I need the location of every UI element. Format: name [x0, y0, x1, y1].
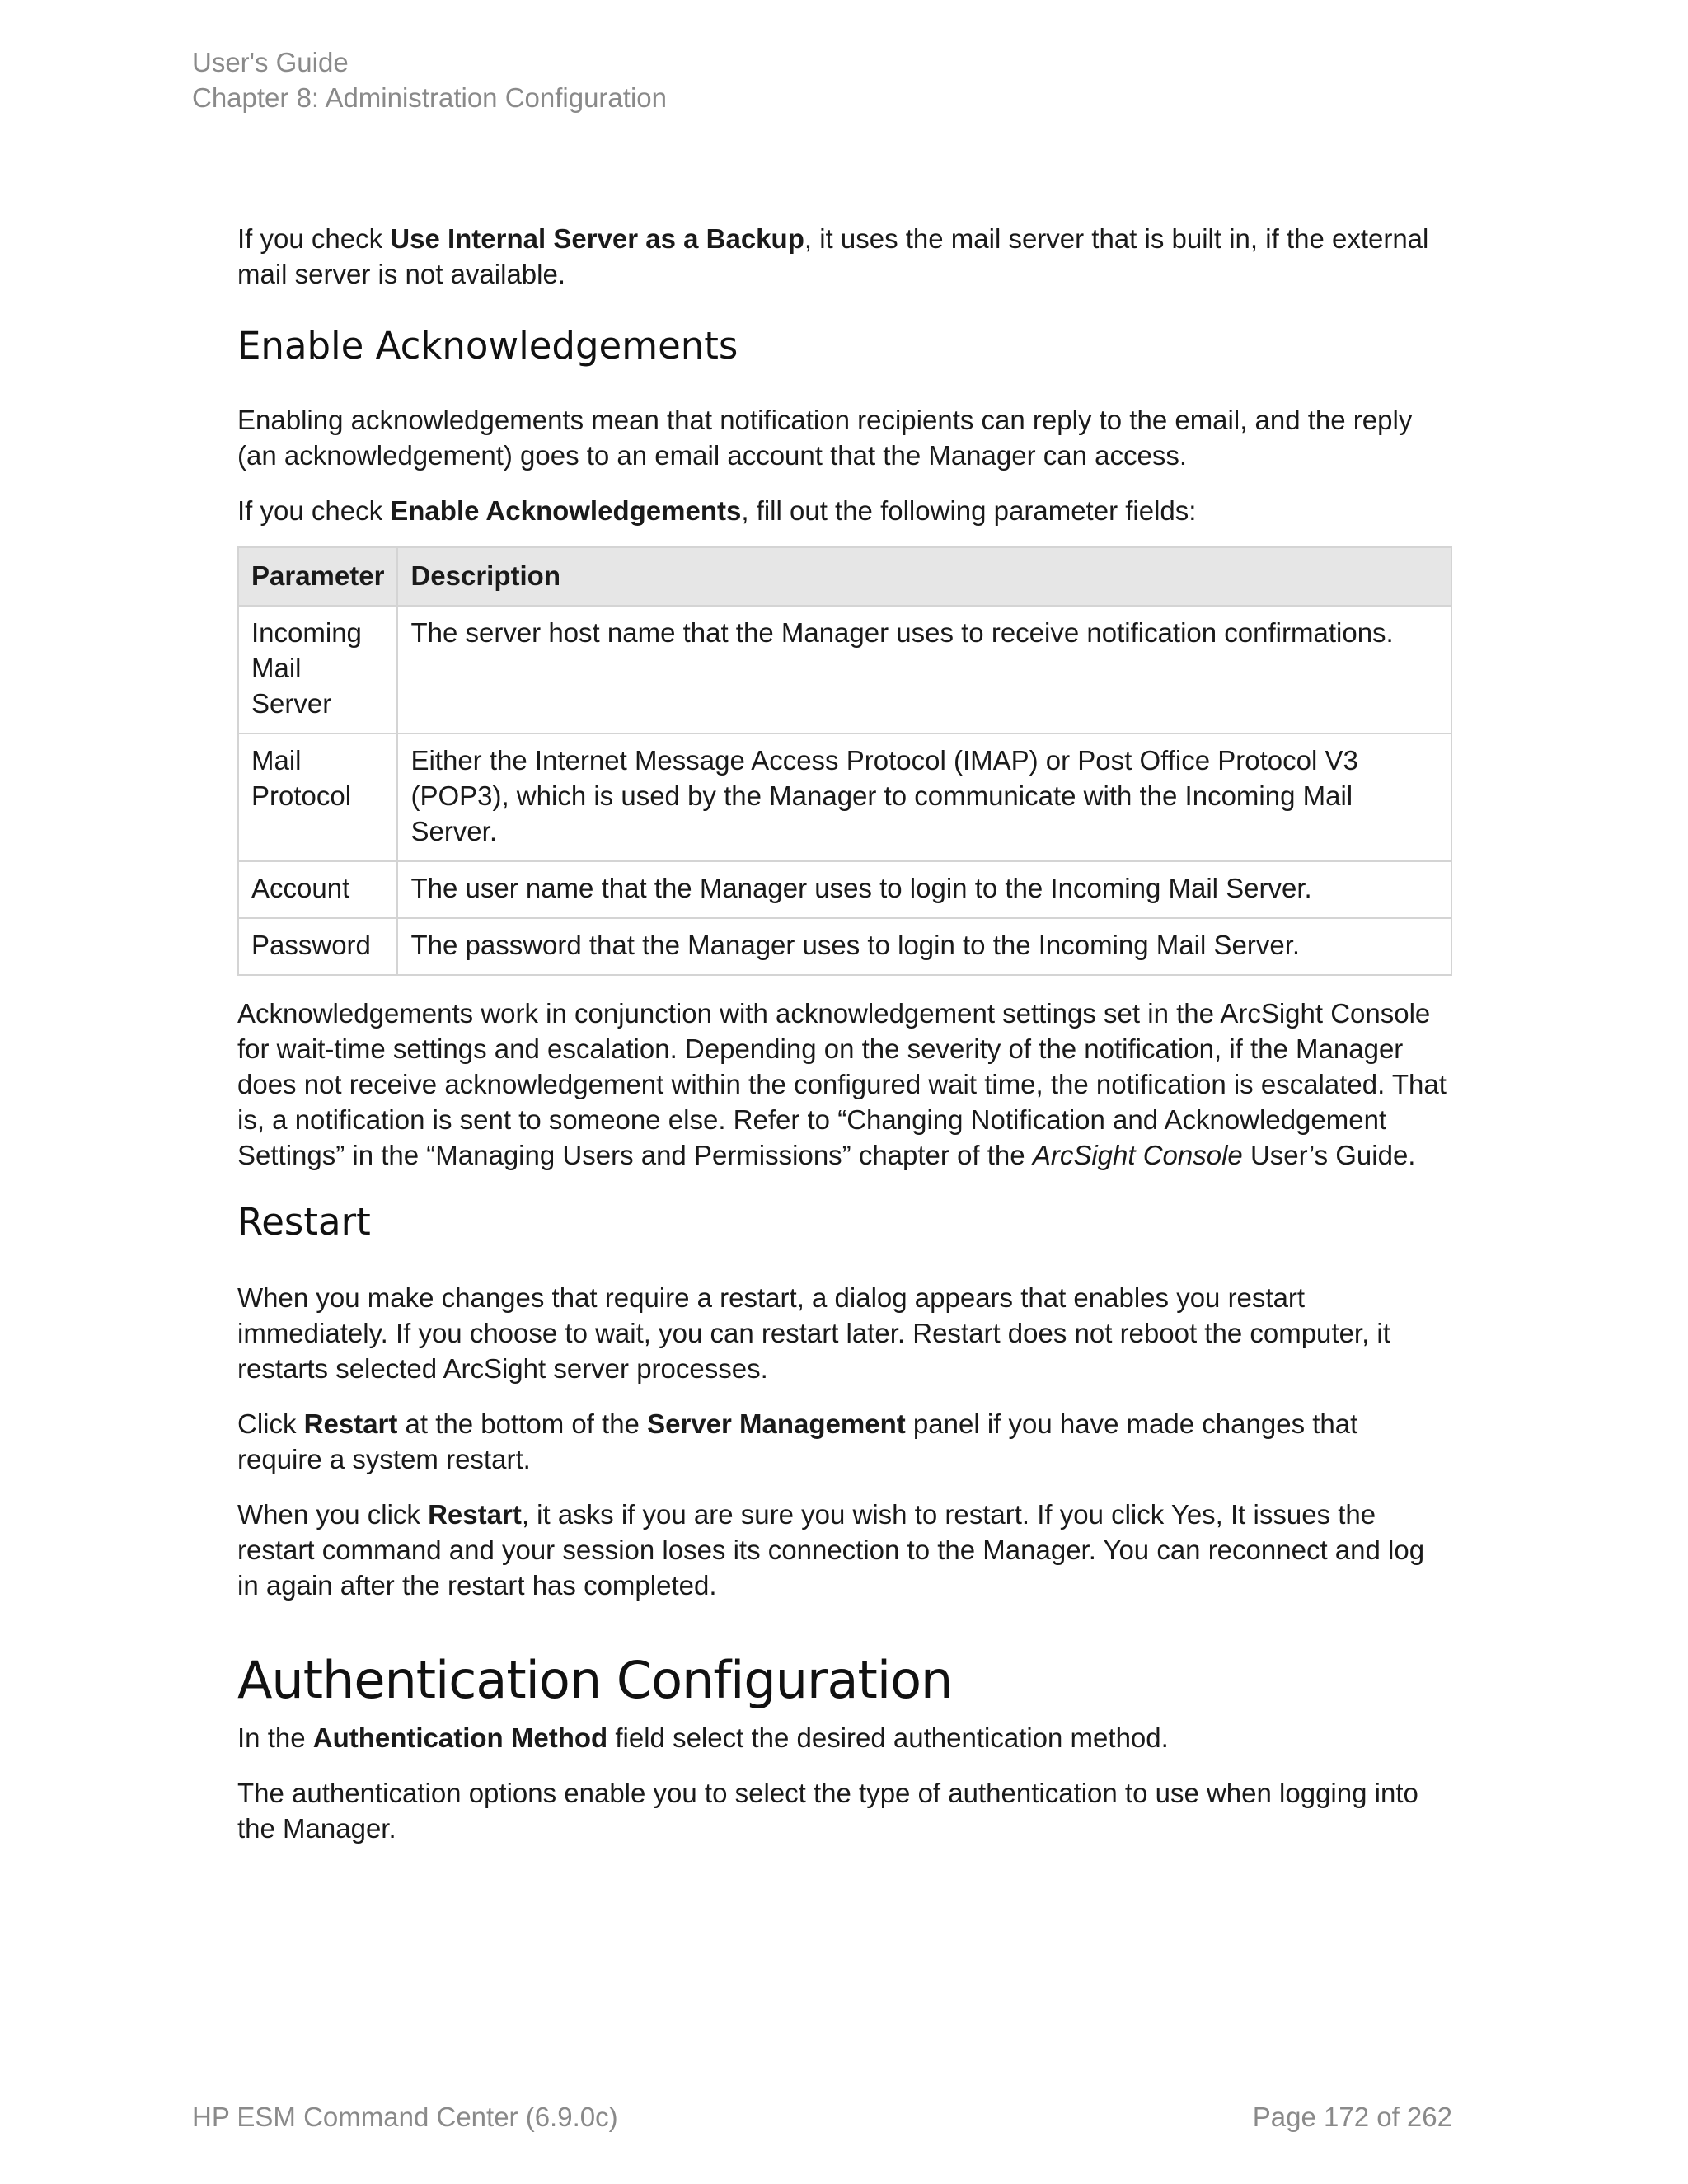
table-row	[238, 733, 1451, 861]
parameter-cell: Incoming Mail Server	[238, 606, 397, 733]
description-cell: Either the Internet Message Access Protocol (IMAP) or Post Office Protocol V3 (POP3), which is used by the Manager to communicate with the Incoming Mail Server.	[397, 733, 1451, 861]
auth-paragraph-1: In the Authentication Method field select the desired authentication method.	[237, 1722, 1169, 1753]
footer-product: HP ESM Command Center (6.9.0c)	[192, 2102, 618, 2132]
restart-paragraph-1: When you make changes that require a restart, a dialog appears that enables you restart immediately. If you choose to wait, you can restart later. Restart does not reboot the computer, it restarts selected ArcSight server processes.	[237, 1282, 1390, 1384]
auth-paragraph-2: The authentication options enable you to select the type of authentication to use when logging into the Manager.	[237, 1778, 1418, 1844]
restart-paragraph-2: Click Restart at the bottom of the Server Management panel if you have made changes that require a system restart.	[237, 1408, 1358, 1474]
table-row	[238, 918, 1451, 975]
authentication-method-term: Authentication Method	[312, 1722, 608, 1753]
guide-title: User's Guide	[192, 47, 349, 77]
section-heading-restart: Restart	[237, 1200, 371, 1244]
ack-paragraph-1: Enabling acknowledgements mean that notification recipients can reply to the email, and the reply (an acknowledgement) goes to an email account that the Manager can access.	[237, 405, 1413, 471]
parameter-cell: Account	[238, 861, 397, 918]
table-row	[238, 861, 1451, 918]
server-management-term: Server Management	[647, 1408, 906, 1439]
table-header-row	[238, 547, 1451, 606]
footer-page-number: Page 172 of 262	[1252, 2102, 1452, 2132]
parameter-table	[237, 546, 1452, 976]
column-header-parameter: Parameter	[238, 547, 397, 606]
column-header-description: Description	[397, 547, 1451, 606]
enable-acknowledgements-term: Enable Acknowledgements	[390, 495, 742, 526]
chapter-title: Chapter 8: Administration Configuration	[192, 82, 667, 113]
section-heading-enable-acknowledgements: Enable Acknowledgements	[237, 324, 738, 368]
ack-paragraph-2: If you check Enable Acknowledgements, fill out the following parameter fields:	[237, 495, 1197, 526]
arcsight-console-title: ArcSight Console	[1032, 1140, 1243, 1170]
parameter-cell: Mail Protocol	[238, 733, 397, 861]
page-content	[237, 221, 1449, 1846]
restart-paragraph-3: When you click Restart, it asks if you are sure you wish to restart. If you click Yes, It issues the restart command and your session loses its connection to the Manager. You can reconnect and log in again after the restart has completed.	[237, 1499, 1425, 1601]
description-cell: The server host name that the Manager uses to receive notification confirmations.	[397, 606, 1451, 733]
running-header	[192, 45, 667, 115]
ack-paragraph-3: Acknowledgements work in conjunction with acknowledgement settings set in the ArcSight Console for wait-time settings and escalation. Depending on the severity of the notification, if the Manager does not receive acknowledgement within the configured wait time, the notification is escalated. That is, a notification is sent to someone else. Refer to “Changing Notification and Acknowledgement Settings” in the “Managing Users and Permissions” chapter of the ArcSight Console User’s Guide.	[237, 998, 1447, 1170]
description-cell: The user name that the Manager uses to login to the Incoming Mail Server.	[397, 861, 1451, 918]
table-row	[238, 606, 1451, 733]
description-cell: The password that the Manager uses to login to the Incoming Mail Server.	[397, 918, 1451, 975]
parameter-cell: Password	[238, 918, 397, 975]
section-heading-authentication-configuration: Authentication Configuration	[237, 1650, 953, 1710]
restart-term: Restart	[303, 1408, 398, 1439]
intro-paragraph: If you check Use Internal Server as a Backup, it uses the mail server that is built in, if the external mail server is not available.	[237, 223, 1429, 289]
restart-term: Restart	[428, 1499, 522, 1530]
use-internal-server-term: Use Internal Server as a Backup	[390, 223, 804, 254]
